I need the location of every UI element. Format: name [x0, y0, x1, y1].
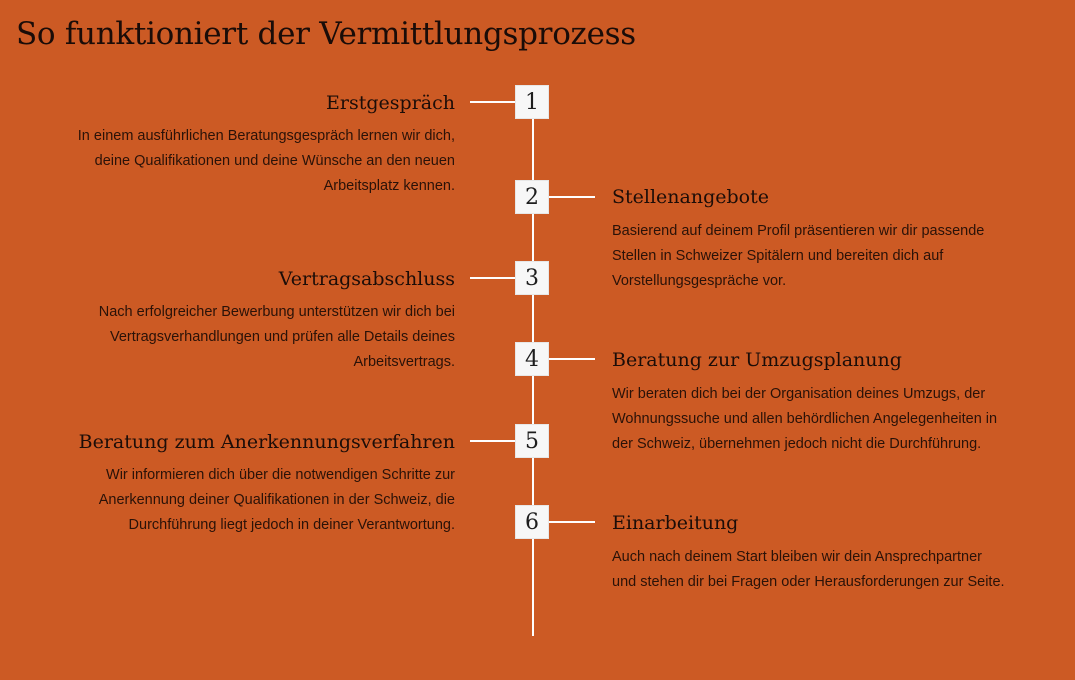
connector-step-3	[470, 277, 517, 279]
step-description-line: Wir informieren dich über die notwendigen Schritte zur	[106, 467, 455, 483]
step-number-3: 3	[515, 261, 549, 295]
step-description-line: Durchführung liegt jedoch in deiner Verantwortung.	[128, 517, 455, 533]
step-title-5: Beratung zum Anerkennungsverfahren	[78, 431, 455, 453]
step-description-line: Nach erfolgreicher Bewerbung unterstützen wir dich bei	[98, 304, 455, 320]
step-description-5	[25, 463, 455, 538]
step-description-line: Vorstellungsgespräche vor.	[612, 273, 787, 289]
step-description-line: Stellen in Schweizer Spitälern und bereiten dich auf	[612, 248, 944, 264]
step-description-4	[612, 382, 1057, 457]
connector-step-1	[470, 101, 517, 103]
step-description-line: Wohnungssuche und allen behördlichen Angelegenheiten in	[612, 411, 998, 427]
step-description-3	[25, 300, 455, 375]
step-number-5: 5	[515, 424, 549, 458]
step-title-4: Beratung zur Umzugsplanung	[612, 349, 902, 371]
step-description-2	[612, 219, 1057, 294]
step-description-line: Auch nach deinem Start bleiben wir dein Ansprechpartner	[612, 549, 982, 565]
step-description-line: Basierend auf deinem Profil präsentieren wir dir passende	[612, 223, 985, 239]
connector-step-2	[548, 196, 595, 198]
page-title: So funktioniert der Vermittlungsprozess	[16, 16, 636, 52]
step-number-6: 6	[515, 505, 549, 539]
step-description-line: In einem ausführlichen Beratungsgespräch lernen wir dich,	[77, 128, 455, 144]
connector-step-4	[548, 358, 595, 360]
step-number-1: 1	[515, 85, 549, 119]
step-number-2: 2	[515, 180, 549, 214]
step-description-line: Vertragsverhandlungen und prüfen alle Details deines	[109, 329, 455, 345]
step-title-2: Stellenangebote	[612, 186, 769, 208]
step-description-6	[612, 545, 1057, 595]
step-description-line: Wir beraten dich bei der Organisation deines Umzugs, der	[612, 386, 986, 402]
step-description-line: Arbeitsvertrags.	[353, 354, 455, 370]
connector-step-6	[548, 521, 595, 523]
step-number-4: 4	[515, 342, 549, 376]
step-title-3: Vertragsabschluss	[278, 268, 455, 290]
step-title-1: Erstgespräch	[326, 92, 455, 114]
step-description-line: der Schweiz, übernehmen jedoch nicht die Durchführung.	[612, 436, 982, 452]
step-description-line: deine Qualifikationen und deine Wünsche an den neuen	[94, 153, 455, 169]
step-description-1	[25, 124, 455, 199]
step-description-line: und stehen dir bei Fragen oder Herausforderungen zur Seite.	[612, 574, 1005, 590]
connector-step-5	[470, 440, 517, 442]
step-description-line: Arbeitsplatz kennen.	[323, 178, 455, 194]
step-title-6: Einarbeitung	[612, 512, 739, 534]
step-description-line: Anerkennung deiner Qualifikationen in der Schweiz, die	[98, 492, 455, 508]
